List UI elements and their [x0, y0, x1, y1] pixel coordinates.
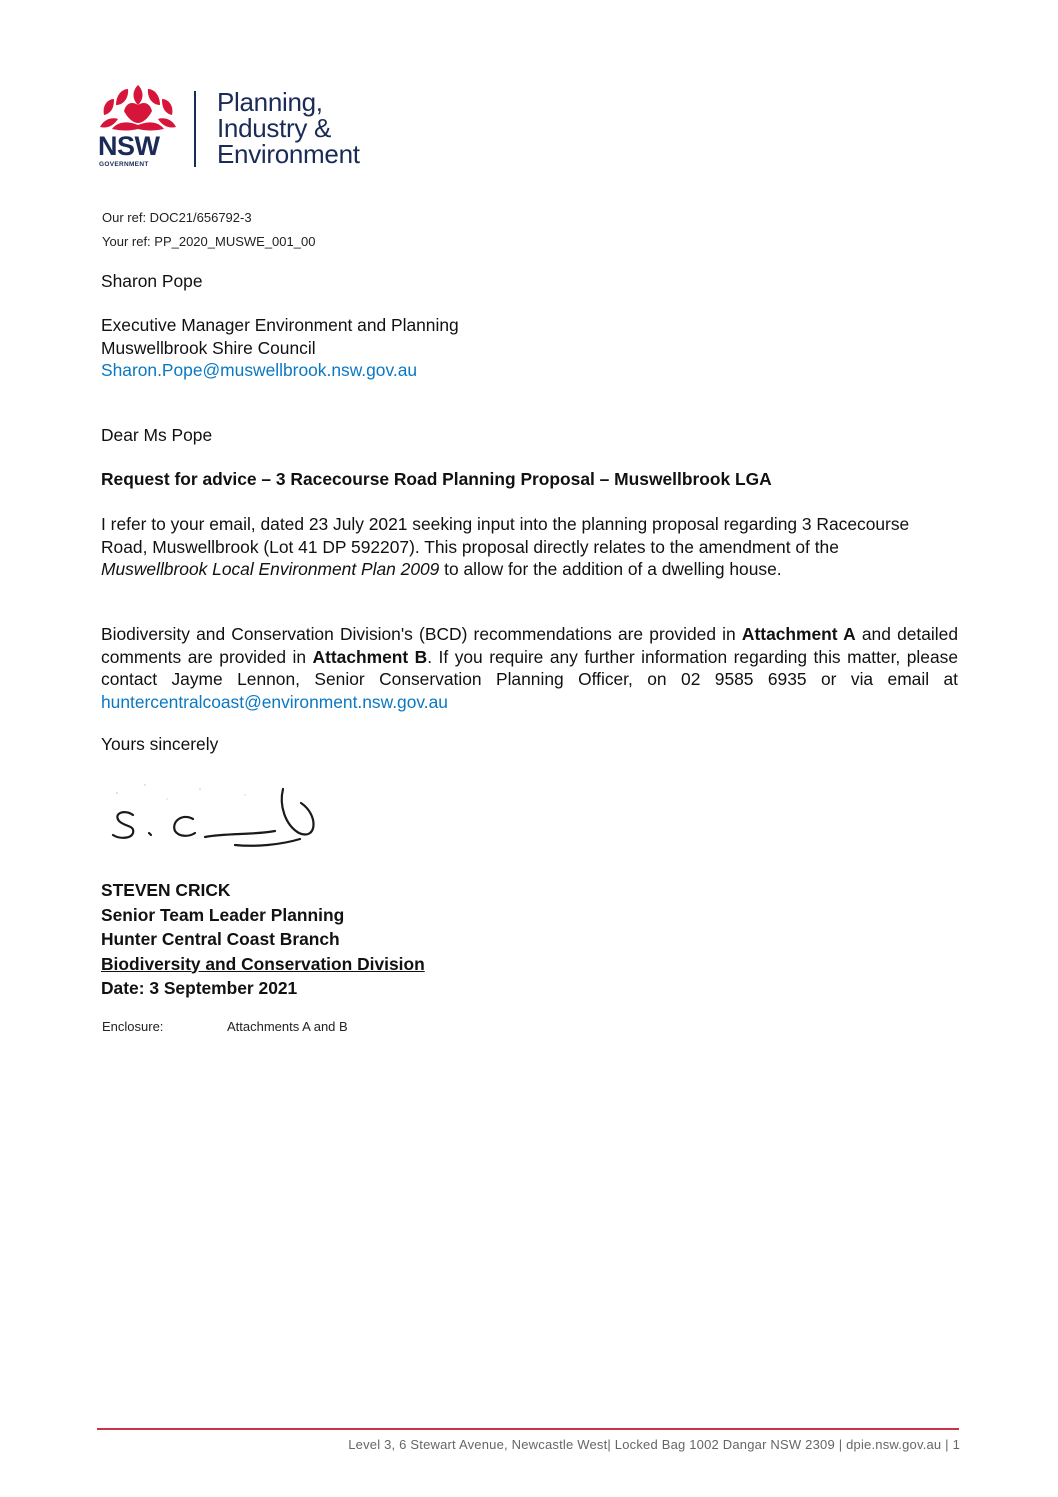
footer-rule — [97, 1428, 959, 1430]
enclosure-value: Attachments A and B — [227, 1019, 348, 1034]
letter-date: Date: 3 September 2021 — [101, 978, 298, 998]
footer-address: Level 3, 6 Stewart Avenue, Newcastle West| Locked Bag 1002 Dangar NSW 2309 | dpie.nsw.gov.au | 1 — [348, 1437, 960, 1452]
paragraph-2: Biodiversity and Conservation Division's (BCD) recommendations are provided in Attachment A and detailed comments are provided in Attachment B. If you require any further information regarding this matter, please contact Jayme Lennon, Senior Conservation Planning Officer, on 02 9585 6935 or via email at huntercentralcoast@environment.nsw.gov.au — [101, 624, 959, 712]
dept-line-2: Industry & — [217, 113, 332, 143]
waratah-icon — [98, 85, 178, 137]
contact-email-link[interactable]: huntercentralcoast@environment.nsw.gov.au — [101, 691, 448, 712]
recipient-email-link[interactable]: Sharon.Pope@muswellbrook.nsw.gov.au — [101, 360, 418, 380]
enclosure — [102, 1019, 348, 1034]
handwritten-signature — [105, 775, 335, 860]
dept-line-1: Planning, — [217, 87, 323, 117]
logo-government-text: GOVERNMENT — [99, 161, 149, 168]
signatory-branch: Hunter Central Coast Branch — [101, 929, 340, 949]
attachment-b-ref: Attachment B — [312, 646, 428, 667]
department-name — [217, 89, 360, 167]
recipient-organisation: Muswellbrook Shire Council — [101, 337, 316, 358]
signatory-name: STEVEN CRICK — [101, 880, 231, 900]
attachment-a-ref: Attachment A — [741, 624, 856, 644]
signatory-block — [101, 878, 425, 1001]
plan-title: Muswellbrook Local Environment Plan 2009 — [101, 559, 440, 579]
enclosure-label: Enclosure: — [102, 1019, 164, 1034]
salutation: Dear Ms Pope — [101, 425, 213, 445]
recipient-address — [101, 314, 459, 382]
subject-line: Request for advice – 3 Racecourse Road Planning Proposal – Muswellbrook LGA — [101, 469, 772, 489]
your-ref: Your ref: PP_2020_MUSWE_001_00 — [102, 234, 316, 249]
recipient-title: Executive Manager Environment and Planning — [101, 315, 459, 335]
nsw-government-logo — [98, 85, 408, 175]
closing: Yours sincerely — [101, 734, 219, 754]
logo-divider — [194, 91, 196, 167]
our-ref: Our ref: DOC21/656792-3 — [102, 210, 252, 225]
signatory-division: Biodiversity and Conservation Division — [101, 953, 425, 974]
signatory-role: Senior Team Leader Planning — [101, 904, 345, 925]
reference-block — [102, 206, 315, 254]
paragraph-1: I refer to your email, dated 23 July 2021 seeking input into the planning proposal regarding 3 Racecourse Road, Muswellbrook (Lot 41 DP 592207). This proposal directly relates to the amendment of the Muswellbrook Local Environment Plan 2009 to allow for the addition of a dwelling house. — [101, 514, 910, 579]
recipient-name: Sharon Pope — [101, 271, 203, 291]
logo-brand-text: NSW — [98, 131, 160, 161]
dept-ampersand: & — [314, 113, 332, 143]
dept-line-3: Environment — [217, 139, 360, 169]
